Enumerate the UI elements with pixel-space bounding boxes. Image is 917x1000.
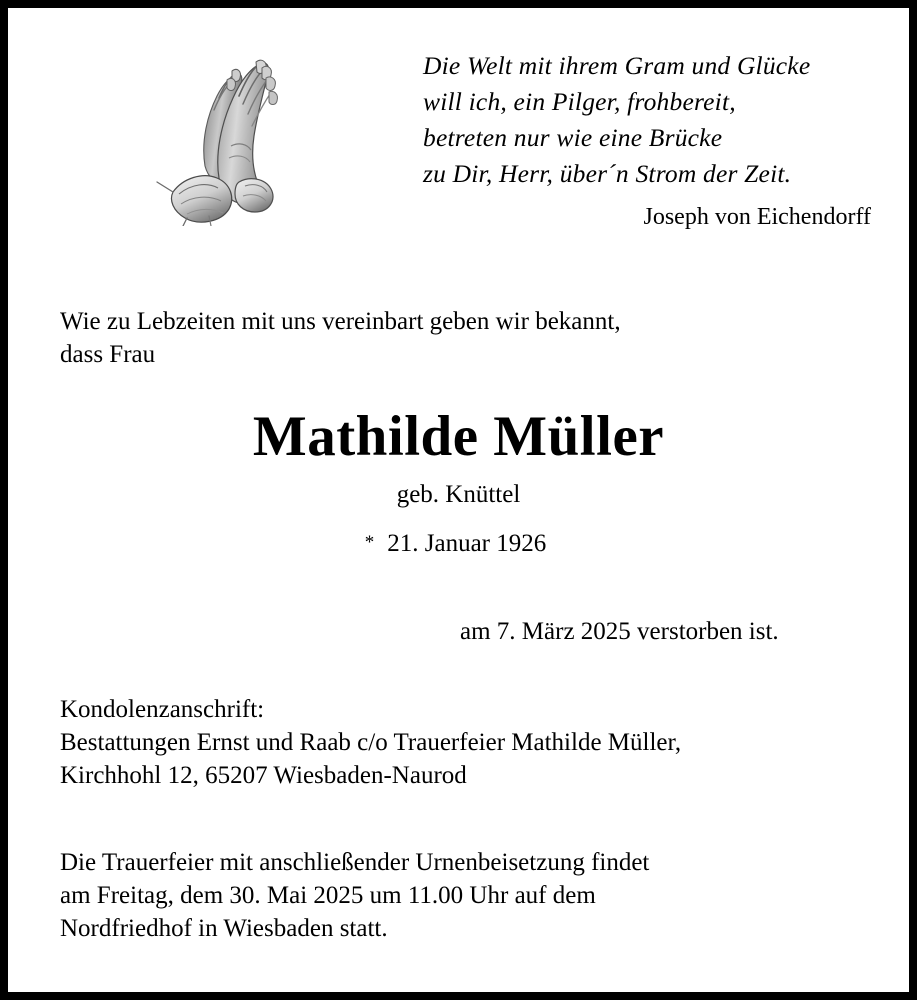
poem-block [423,48,883,232]
poem-author: Joseph von Eichendorff [643,204,871,230]
deceased-name: Mathilde Müller [252,405,665,468]
ceremony-line: Die Trauerfeier mit anschließender Urnenbeisetzung findet [60,849,650,876]
notice-inner-area [8,8,909,992]
poem-line: betreten nur wie eine Brücke [423,123,723,152]
condolence-line: Bestattungen Ernst und Raab c/o Trauerfeier Mathilde Müller, [60,729,682,756]
birth-date: 21. Januar 1926 [387,530,547,557]
condolence-heading: Kondolenzanschrift: [60,696,265,723]
announcement-intro [60,305,860,371]
condolence-address-block [60,693,860,792]
header-zone [8,8,909,270]
condolence-line: Kirchhohl 12, 65207 Wiesbaden-Naurod [60,762,467,789]
death-line: am 7. März 2025 verstorben ist. [460,618,779,645]
poem-line: will ich, ein Pilger, frohbereit, [423,87,736,116]
intro-line: Wie zu Lebzeiten mit uns vereinbart geben wir bekannt, [60,308,621,335]
ceremony-details-block [60,846,860,945]
intro-line: dass Frau [60,341,156,368]
praying-hands-icon [153,46,293,226]
poem-line: Die Welt mit ihrem Gram und Glücke [423,51,811,80]
ceremony-line: am Freitag, dem 30. Mai 2025 um 11.00 Uhr auf dem [60,882,596,909]
ceremony-line: Nordfriedhof in Wiesbaden statt. [60,915,388,942]
birth-star-icon: * [364,532,375,553]
death-date-block [60,615,917,648]
deceased-block [8,406,909,559]
deceased-maiden-name: geb. Knüttel [396,481,521,508]
poem-line: zu Dir, Herr, über´n Strom der Zeit. [423,159,792,188]
birth-date-line [8,528,909,559]
